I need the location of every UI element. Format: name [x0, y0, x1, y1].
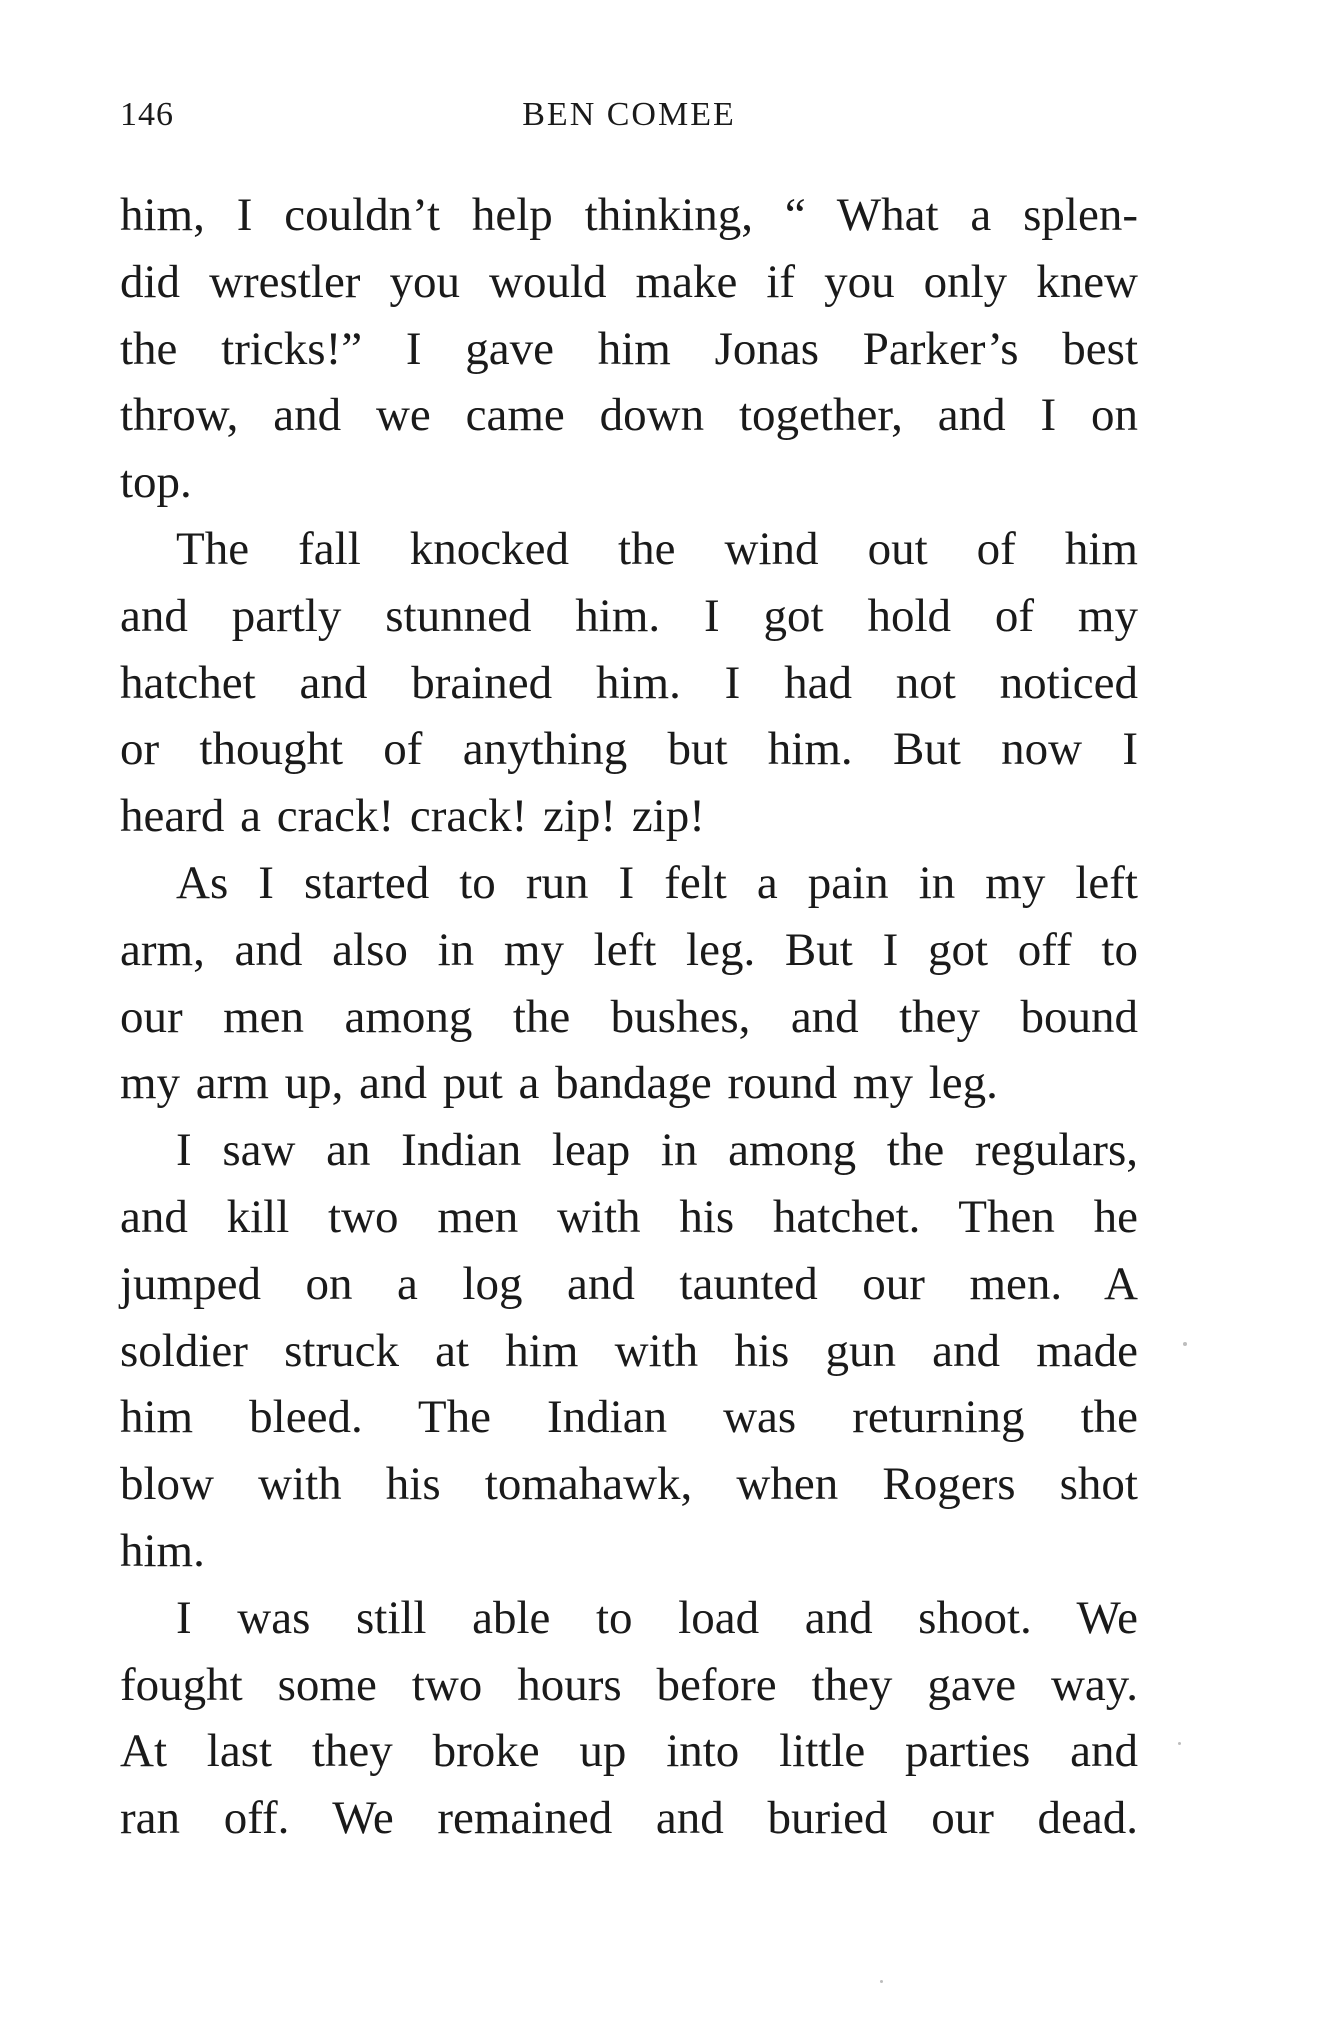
text-line: blow with his tomahawk, when Rogers shot: [120, 1458, 1138, 1511]
text-line: him.: [120, 1524, 205, 1577]
paragraph: [120, 1585, 1138, 1852]
scan-speck: [1178, 1742, 1181, 1745]
text-line: arm, and also in my left leg. But I got off to: [120, 923, 1138, 976]
text-line: and kill two men with his hatchet. Then he: [120, 1190, 1138, 1243]
text-line: ran off. We remained and buried our dead.: [120, 1792, 1138, 1845]
text-line: The fall knocked the wind out of him: [176, 522, 1138, 575]
paragraph: [120, 850, 1138, 1117]
paragraph: [120, 182, 1138, 516]
text-line: throw, and we came down together, and I on: [120, 389, 1138, 442]
text-line: him bleed. The Indian was returning the: [120, 1391, 1138, 1444]
text-line: our men among the bushes, and they bound: [120, 990, 1138, 1043]
running-head: BEN COMEE: [522, 96, 736, 133]
text-line: top.: [120, 456, 192, 509]
paragraph: [120, 1117, 1138, 1585]
paragraph: [120, 516, 1138, 850]
text-line: my arm up, and put a bandage round my leg.: [120, 1057, 998, 1110]
text-line: soldier struck at him with his gun and made: [120, 1324, 1138, 1377]
text-line: the tricks!” I gave him Jonas Parker’s best: [120, 322, 1138, 375]
text-line: At last they broke up into little parties and: [120, 1725, 1138, 1778]
page-number: 146: [120, 96, 174, 133]
text-line: I was still able to load and shoot. We: [176, 1591, 1138, 1644]
text-line: fought some two hours before they gave way.: [120, 1658, 1138, 1711]
text-line: heard a crack! crack! zip! zip!: [120, 790, 705, 843]
page-header: [120, 96, 1138, 140]
text-line: hatchet and brained him. I had not noticed: [120, 656, 1138, 709]
text-line: jumped on a log and taunted our men. A: [120, 1257, 1138, 1310]
text-line: and partly stunned him. I got hold of my: [120, 589, 1138, 642]
body-text: [120, 182, 1138, 1852]
text-line: him, I couldn’t help thinking, “ What a splen-: [120, 189, 1138, 241]
text-line: I saw an Indian leap in among the regulars,: [176, 1124, 1138, 1177]
scan-speck: [1183, 1342, 1187, 1346]
text-line: did wrestler you would make if you only knew: [120, 255, 1138, 308]
text-line: or thought of anything but him. But now I: [120, 723, 1138, 776]
scan-speck: [880, 1980, 883, 1983]
text-line: As I started to run I felt a pain in my left: [176, 856, 1138, 909]
